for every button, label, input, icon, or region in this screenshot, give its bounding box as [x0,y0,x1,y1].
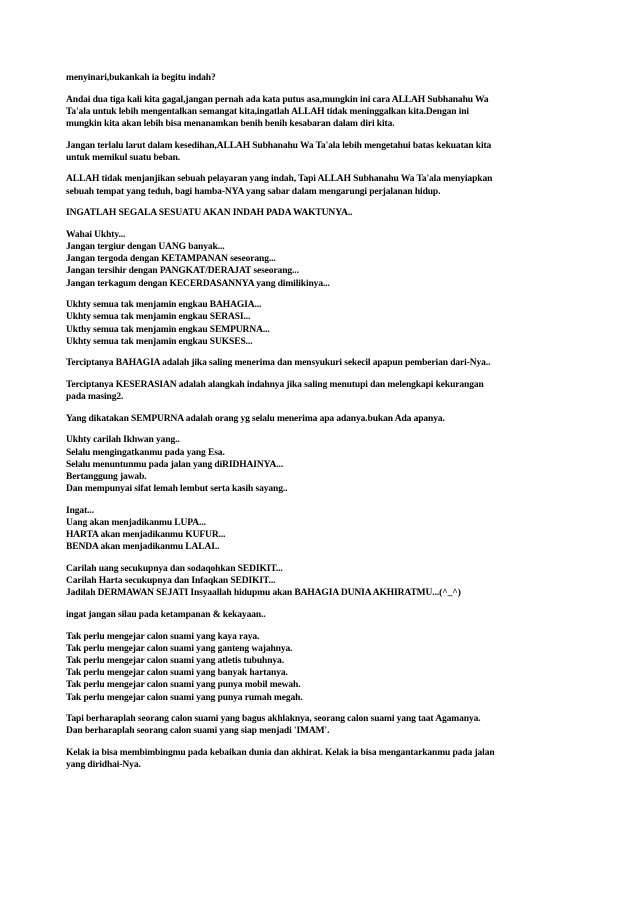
text-line: Wahai Ukhty... [66,229,126,240]
text-line: Kelak ia bisa membimbingmu pada kebaikan dunia dan akhirat. Kelak ia bisa mengantarkanmu pada jalan [66,747,495,758]
text-line: Jadilah DERMAWAN SEJATI Insyaallah hidupmu akan BAHAGIA DUNIA AKHIRATMU...(^_^) [66,588,461,599]
text-line: Dan mempunyai sifat lemah lembut serta kasih sayang.. [66,484,288,495]
document-body [66,72,570,781]
text-line: Tak perlu mengejar calon suami yang punya rumah megah. [66,692,303,703]
text-line: Ukthy semua tak menjamin engkau SEMPURNA... [66,324,270,335]
text-line: Tak perlu mengejar calon suami yang atletis tubuhnya. [66,655,284,666]
text-line: Jangan tergoda dengan KETAMPANAN seseorang... [66,254,276,265]
paragraph [66,505,570,554]
text-line: Ukhty semua tak menjamin engkau SUKSES... [66,336,253,347]
text-line: ALLAH tidak menjanjikan sebuah pelayaran yang indah, Tapi ALLAH Subhanahu Wa Ta'ala menyiapkan [66,174,493,185]
text-line: untuk memikul suatu beban. [66,152,181,163]
text-line: Jangan tersihir dengan PANGKAT/DERAJAT seseorang... [66,266,299,277]
paragraph [66,299,570,348]
text-line: Tak perlu mengejar calon suami yang punya mobil mewah. [66,680,301,691]
paragraph [66,413,570,425]
text-line: Uang akan menjadikanmu LUPA... [66,517,206,528]
text-line: HARTA akan menjadikanmu KUFUR... [66,530,226,541]
text-line: ingat jangan silau pada ketampanan & kekayaan.. [66,609,266,620]
text-line: Selalu menuntunmu pada jalan yang diRIDHAINYA... [66,459,284,470]
text-line: BENDA akan menjadikanmu LALAI.. [66,542,220,553]
text-line: Tapi berharaplah seorang calon suami yang bagus akhlaknya, seorang calon suami yang taat Agamanya. [66,714,481,725]
text-line: Carilah uang secukupnya dan sodaqohkan SEDIKIT... [66,563,283,574]
text-line: Carilah Harta secukupnya dan Infaqkan SEDIKIT... [66,576,276,587]
text-line: pada masing2. [66,392,124,403]
paragraph [66,140,570,164]
text-line: Terciptanya BAHAGIA adalah jika saling menerima dan mensyukuri sekecil apapun pemberian dari-Nya.. [66,358,491,369]
paragraph [66,713,570,737]
text-line: INGATLAH SEGALA SESUATU AKAN INDAH PADA WAKTUNYA.. [66,208,353,219]
text-line: Terciptanya KESERASIAN adalah alangkah indahnya jika saling menutupi dan melengkapi kekurangan [66,379,484,390]
paragraph [66,379,570,403]
text-line: sebuah tempat yang teduh, bagi hamba-NYA yang sabar dalam mengarungi perjalanan hidup. [66,186,441,197]
text-line: menyinari,bukankah ia begitu indah? [66,73,216,83]
paragraph [66,94,570,131]
text-line: Tak perlu mengejar calon suami yang kaya raya. [66,631,260,642]
text-line: Yang dikatakan SEMPURNA adalah orang yg selalu menerima apa adanya.bukan Ada apanya. [66,413,445,424]
text-line: Ukhty semua tak menjamin engkau BAHAGIA... [66,300,262,311]
text-line: Tak perlu mengejar calon suami yang ganteng wajahnya. [66,643,293,654]
text-line: Ukhty semua tak menjamin engkau SERASI... [66,312,251,323]
text-line: Jangan terkagum dengan KECERDASANNYA yang dimilikinya... [66,278,330,289]
text-line: Jangan tergiur dengan UANG banyak... [66,241,225,252]
text-line: Tak perlu mengejar calon suami yang banyak hartanya. [66,668,288,679]
paragraph [66,72,570,84]
text-line: yang diridhai-Nya. [66,760,141,771]
text-line: Ukhty carilah Ikhwan yang.. [66,435,180,446]
paragraph [66,563,570,600]
paragraph [66,229,570,290]
text-line: Bertanggung jawab. [66,471,147,482]
text-line: Dan berharaplah seorang calon suami yang siap menjadi 'IMAM'. [66,726,330,737]
paragraph [66,207,570,219]
paragraph [66,434,570,495]
paragraph [66,631,570,704]
text-line: Ingat... [66,505,94,516]
paragraph [66,747,570,771]
text-line: mungkin kita akan lebih bisa menanamkan benih benih kesabaran dalam diri kita. [66,119,395,129]
text-line: Andai dua tiga kali kita gagal,jangan pernah ada kata putus asa,mungkin ini cara ALLAH Subhanahu Wa [66,94,489,105]
paragraph [66,357,570,369]
text-line: Jangan terlalu larut dalam kesedihan,ALLAH Subhanahu Wa Ta'ala lebih mengetahui batas kekuatan kita [66,140,492,151]
paragraph [66,173,570,197]
text-line: Ta'ala untuk lebih mengentalkan semangat kita,ingatlah ALLAH tidak meninggalkan kita.Dengan ini [66,106,469,117]
paragraph [66,609,570,621]
text-line: Selalu mengingatkanmu pada yang Esa. [66,447,225,458]
